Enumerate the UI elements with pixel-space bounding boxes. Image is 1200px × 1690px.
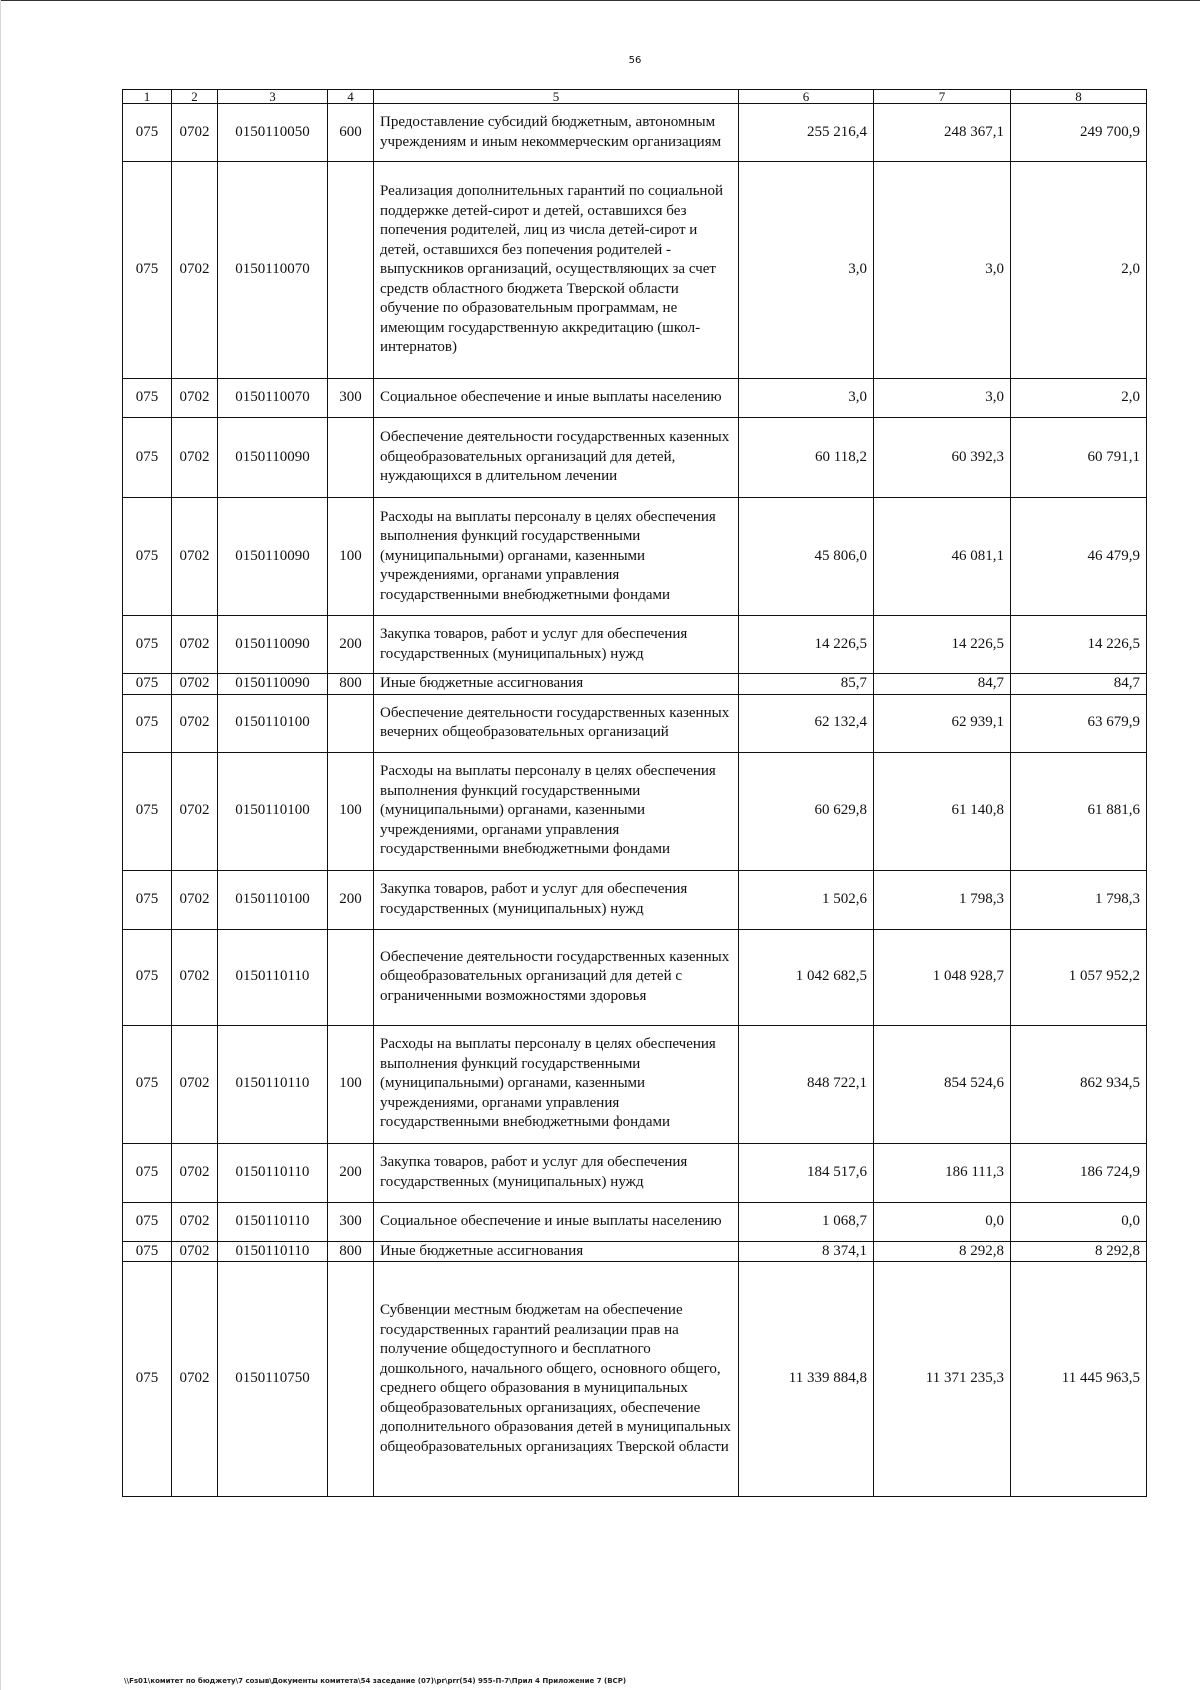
amount-col8-cell: 11 445 963,5 <box>1011 1262 1147 1497</box>
target-article-cell: 0150110070 <box>218 379 328 418</box>
amount-col6-cell: 255 216,4 <box>739 104 874 162</box>
table-row <box>123 418 1147 498</box>
table-row <box>123 870 1147 929</box>
amount-col8-cell: 61 881,6 <box>1011 752 1147 870</box>
amount-col6-cell: 1 042 682,5 <box>739 929 874 1025</box>
table-row <box>123 379 1147 418</box>
table-row <box>123 498 1147 616</box>
target-article-cell: 0150110100 <box>218 870 328 929</box>
amount-col8-cell: 1 057 952,2 <box>1011 929 1147 1025</box>
table-row <box>123 1241 1147 1262</box>
table-row <box>123 674 1147 695</box>
section-cell: 0702 <box>172 1241 218 1262</box>
section-cell: 0702 <box>172 752 218 870</box>
description-cell: Расходы на выплаты персоналу в целях обеспечения выполнения функций государственными (муниципальными) органами, казенными учреждениями, органами управления государственными внебюджетными фондами <box>374 1025 739 1143</box>
table-body <box>123 104 1147 1497</box>
amount-col8-cell: 63 679,9 <box>1011 694 1147 752</box>
amount-col7-cell: 854 524,6 <box>874 1025 1011 1143</box>
amount-col7-cell: 14 226,5 <box>874 616 1011 674</box>
amount-col7-cell: 0,0 <box>874 1202 1011 1241</box>
expense-type-cell: 300 <box>328 1202 374 1241</box>
code-cell: 075 <box>123 418 172 498</box>
column-header: 1 <box>123 90 172 104</box>
budget-table <box>122 89 1147 1497</box>
section-cell: 0702 <box>172 104 218 162</box>
code-cell: 075 <box>123 1241 172 1262</box>
section-cell: 0702 <box>172 162 218 379</box>
description-cell: Обеспечение деятельности государственных казенных вечерних общеобразовательных организаций <box>374 694 739 752</box>
description-cell: Закупка товаров, работ и услуг для обеспечения государственных (муниципальных) нужд <box>374 1143 739 1202</box>
amount-col8-cell: 1 798,3 <box>1011 870 1147 929</box>
target-article-cell: 0150110110 <box>218 1202 328 1241</box>
amount-col6-cell: 848 722,1 <box>739 1025 874 1143</box>
section-cell: 0702 <box>172 929 218 1025</box>
amount-col7-cell: 46 081,1 <box>874 498 1011 616</box>
description-cell: Обеспечение деятельности государственных казенных общеобразовательных организаций для детей с ограниченными возможностями здоровья <box>374 929 739 1025</box>
code-cell: 075 <box>123 870 172 929</box>
amount-col7-cell: 3,0 <box>874 162 1011 379</box>
amount-col6-cell: 45 806,0 <box>739 498 874 616</box>
description-cell: Иные бюджетные ассигнования <box>374 1241 739 1262</box>
expense-type-cell <box>328 694 374 752</box>
column-header: 3 <box>218 90 328 104</box>
expense-type-cell: 200 <box>328 1143 374 1202</box>
amount-col8-cell: 249 700,9 <box>1011 104 1147 162</box>
column-number-row <box>123 90 1147 104</box>
expense-type-cell: 800 <box>328 674 374 695</box>
code-cell: 075 <box>123 162 172 379</box>
column-header: 2 <box>172 90 218 104</box>
description-cell: Социальное обеспечение и иные выплаты населению <box>374 379 739 418</box>
amount-col6-cell: 8 374,1 <box>739 1241 874 1262</box>
amount-col7-cell: 61 140,8 <box>874 752 1011 870</box>
expense-type-cell: 200 <box>328 870 374 929</box>
table-row <box>123 162 1147 379</box>
table-row <box>123 694 1147 752</box>
amount-col8-cell: 8 292,8 <box>1011 1241 1147 1262</box>
table-row <box>123 1202 1147 1241</box>
section-cell: 0702 <box>172 498 218 616</box>
description-cell: Обеспечение деятельности государственных казенных общеобразовательных организаций для детей, нуждающихся в длительном лечении <box>374 418 739 498</box>
expense-type-cell: 300 <box>328 379 374 418</box>
scan-left-edge <box>0 0 1 1690</box>
section-cell: 0702 <box>172 379 218 418</box>
amount-col8-cell: 84,7 <box>1011 674 1147 695</box>
expense-type-cell <box>328 1262 374 1497</box>
column-header: 4 <box>328 90 374 104</box>
section-cell: 0702 <box>172 418 218 498</box>
amount-col8-cell: 862 934,5 <box>1011 1025 1147 1143</box>
amount-col6-cell: 62 132,4 <box>739 694 874 752</box>
section-cell: 0702 <box>172 870 218 929</box>
amount-col6-cell: 60 118,2 <box>739 418 874 498</box>
amount-col6-cell: 3,0 <box>739 162 874 379</box>
amount-col8-cell: 2,0 <box>1011 162 1147 379</box>
amount-col7-cell: 1 798,3 <box>874 870 1011 929</box>
amount-col6-cell: 1 068,7 <box>739 1202 874 1241</box>
target-article-cell: 0150110090 <box>218 674 328 695</box>
amount-col6-cell: 14 226,5 <box>739 616 874 674</box>
amount-col8-cell: 0,0 <box>1011 1202 1147 1241</box>
section-cell: 0702 <box>172 1262 218 1497</box>
description-cell: Расходы на выплаты персоналу в целях обеспечения выполнения функций государственными (муниципальными) органами, казенными учреждениями, органами управления государственными внебюджетными фондами <box>374 498 739 616</box>
expense-type-cell: 200 <box>328 616 374 674</box>
code-cell: 075 <box>123 1025 172 1143</box>
amount-col8-cell: 2,0 <box>1011 379 1147 418</box>
table-row <box>123 929 1147 1025</box>
target-article-cell: 0150110750 <box>218 1262 328 1497</box>
column-header: 6 <box>739 90 874 104</box>
expense-type-cell <box>328 929 374 1025</box>
description-cell: Предоставление субсидий бюджетным, автономным учреждениям и иным некоммерческим организациям <box>374 104 739 162</box>
expense-type-cell: 100 <box>328 752 374 870</box>
description-cell: Закупка товаров, работ и услуг для обеспечения государственных (муниципальных) нужд <box>374 616 739 674</box>
target-article-cell: 0150110110 <box>218 929 328 1025</box>
section-cell: 0702 <box>172 694 218 752</box>
expense-type-cell: 600 <box>328 104 374 162</box>
target-article-cell: 0150110110 <box>218 1143 328 1202</box>
target-article-cell: 0150110090 <box>218 418 328 498</box>
amount-col7-cell: 11 371 235,3 <box>874 1262 1011 1497</box>
description-cell: Расходы на выплаты персоналу в целях обеспечения выполнения функций государственными (муниципальными) органами, казенными учреждениями, органами управления государственными внебюджетными фондами <box>374 752 739 870</box>
amount-col7-cell: 84,7 <box>874 674 1011 695</box>
target-article-cell: 0150110090 <box>218 498 328 616</box>
footer-file-path: \\Fs01\комитет по бюджету\7 созыв\Документы комитета\54 заседание (07)\pr\prr(54) 955-П-7\Прил 4 Приложение 7 (ВСР) <box>124 1677 627 1685</box>
table-row <box>123 1262 1147 1497</box>
expense-type-cell: 800 <box>328 1241 374 1262</box>
amount-col7-cell: 8 292,8 <box>874 1241 1011 1262</box>
amount-col8-cell: 186 724,9 <box>1011 1143 1147 1202</box>
amount-col6-cell: 60 629,8 <box>739 752 874 870</box>
amount-col7-cell: 62 939,1 <box>874 694 1011 752</box>
amount-col7-cell: 248 367,1 <box>874 104 1011 162</box>
code-cell: 075 <box>123 752 172 870</box>
code-cell: 075 <box>123 929 172 1025</box>
expense-type-cell <box>328 162 374 379</box>
description-cell: Иные бюджетные ассигнования <box>374 674 739 695</box>
page-number: 56 <box>628 55 642 66</box>
table-row <box>123 1143 1147 1202</box>
amount-col6-cell: 3,0 <box>739 379 874 418</box>
section-cell: 0702 <box>172 674 218 695</box>
table-row <box>123 752 1147 870</box>
code-cell: 075 <box>123 1143 172 1202</box>
amount-col6-cell: 11 339 884,8 <box>739 1262 874 1497</box>
code-cell: 075 <box>123 104 172 162</box>
target-article-cell: 0150110070 <box>218 162 328 379</box>
section-cell: 0702 <box>172 616 218 674</box>
amount-col8-cell: 46 479,9 <box>1011 498 1147 616</box>
section-cell: 0702 <box>172 1202 218 1241</box>
target-article-cell: 0150110100 <box>218 752 328 870</box>
amount-col7-cell: 3,0 <box>874 379 1011 418</box>
target-article-cell: 0150110110 <box>218 1241 328 1262</box>
amount-col7-cell: 1 048 928,7 <box>874 929 1011 1025</box>
target-article-cell: 0150110050 <box>218 104 328 162</box>
expense-type-cell: 100 <box>328 498 374 616</box>
section-cell: 0702 <box>172 1143 218 1202</box>
amount-col6-cell: 1 502,6 <box>739 870 874 929</box>
code-cell: 075 <box>123 694 172 752</box>
description-cell: Субвенции местным бюджетам на обеспечение государственных гарантий реализации прав на получение общедоступного и бесплатного дошкольного, начального общего, основного общего, среднего общего образования в муниципальных общеобразовательных организациях, обеспечение дополнительного образования детей в муниципальных общеобразовательных организациях Тверской области <box>374 1262 739 1497</box>
code-cell: 075 <box>123 379 172 418</box>
column-header: 8 <box>1011 90 1147 104</box>
scan-top-edge <box>0 0 1200 1</box>
amount-col6-cell: 85,7 <box>739 674 874 695</box>
code-cell: 075 <box>123 498 172 616</box>
amount-col7-cell: 186 111,3 <box>874 1143 1011 1202</box>
amount-col8-cell: 14 226,5 <box>1011 616 1147 674</box>
code-cell: 075 <box>123 674 172 695</box>
code-cell: 075 <box>123 616 172 674</box>
expense-type-cell <box>328 418 374 498</box>
code-cell: 075 <box>123 1262 172 1497</box>
amount-col6-cell: 184 517,6 <box>739 1143 874 1202</box>
section-cell: 0702 <box>172 1025 218 1143</box>
expense-type-cell: 100 <box>328 1025 374 1143</box>
table-row <box>123 1025 1147 1143</box>
target-article-cell: 0150110100 <box>218 694 328 752</box>
amount-col8-cell: 60 791,1 <box>1011 418 1147 498</box>
column-header: 7 <box>874 90 1011 104</box>
amount-col7-cell: 60 392,3 <box>874 418 1011 498</box>
description-cell: Реализация дополнительных гарантий по социальной поддержке детей-сирот и детей, оставшихся без попечения родителей, лиц из числа детей-сирот и детей, оставшихся без попечения родителей - выпускников организаций, осуществляющих за счет средств областного бюджета Тверской области обучение по образовательным программам, не имеющим государственную аккредитацию (школ-интернатов) <box>374 162 739 379</box>
column-header: 5 <box>374 90 739 104</box>
target-article-cell: 0150110090 <box>218 616 328 674</box>
table-row <box>123 104 1147 162</box>
description-cell: Закупка товаров, работ и услуг для обеспечения государственных (муниципальных) нужд <box>374 870 739 929</box>
code-cell: 075 <box>123 1202 172 1241</box>
description-cell: Социальное обеспечение и иные выплаты населению <box>374 1202 739 1241</box>
table-row <box>123 616 1147 674</box>
target-article-cell: 0150110110 <box>218 1025 328 1143</box>
